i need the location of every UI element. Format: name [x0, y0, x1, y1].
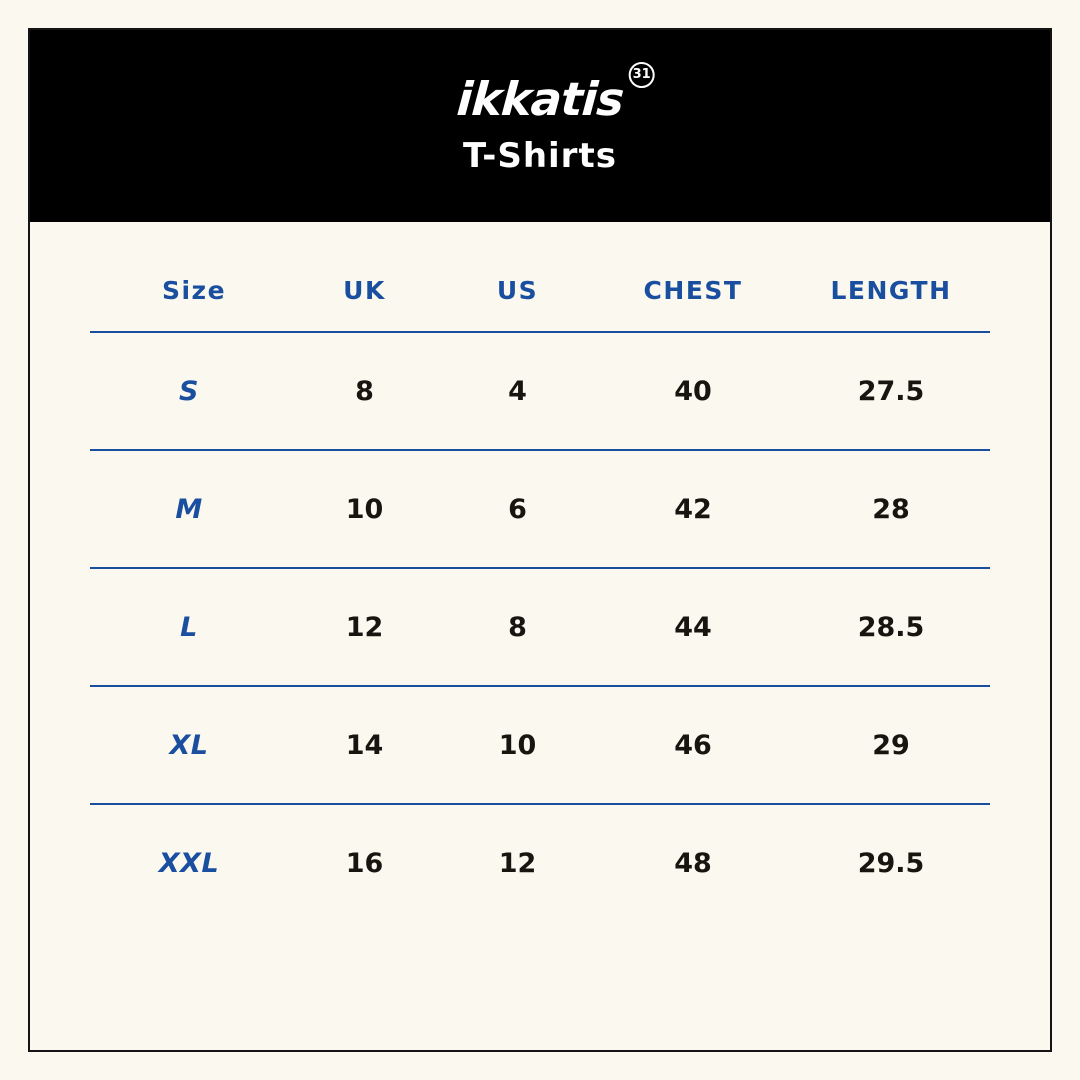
cell-us: 8: [441, 568, 594, 686]
column-header-length: LENGTH: [830, 276, 952, 305]
cell-size: M: [90, 450, 288, 568]
table-header: [90, 262, 990, 332]
cell-chest: 44: [594, 568, 792, 686]
cell-size: L: [90, 568, 288, 686]
chart-frame: [28, 28, 1052, 1052]
column-header-size: Size: [161, 276, 227, 305]
cell-uk: 14: [288, 686, 441, 804]
cell-size: XL: [90, 686, 288, 804]
size-table: [90, 262, 990, 922]
cell-length: 29.5: [792, 804, 990, 922]
cell-length: 27.5: [792, 332, 990, 450]
header-banner: [30, 30, 1050, 222]
cell-us: 6: [441, 450, 594, 568]
brand-logo: [455, 67, 651, 126]
table-row: [90, 804, 990, 922]
cell-chest: 42: [594, 450, 792, 568]
cell-chest: 48: [594, 804, 792, 922]
cell-chest: 40: [594, 332, 792, 450]
page-title: T-Shirts: [463, 136, 617, 176]
cell-uk: 12: [288, 568, 441, 686]
cell-size: XXL: [90, 804, 288, 922]
cell-length: 28.5: [792, 568, 990, 686]
brand-badge: 31: [629, 62, 655, 88]
table-row: [90, 450, 990, 568]
column-header-uk: UK: [343, 276, 386, 305]
cell-chest: 46: [594, 686, 792, 804]
table-body: [90, 332, 990, 922]
table-row: [90, 686, 990, 804]
cell-uk: 8: [288, 332, 441, 450]
cell-size: S: [90, 332, 288, 450]
size-table-container: [30, 222, 1050, 922]
table-row: [90, 332, 990, 450]
cell-length: 29: [792, 686, 990, 804]
table-header-row: [90, 262, 990, 332]
cell-uk: 10: [288, 450, 441, 568]
cell-us: 10: [441, 686, 594, 804]
column-header-us: US: [496, 276, 539, 305]
table-row: [90, 568, 990, 686]
cell-us: 12: [441, 804, 594, 922]
brand-name: ikkatis: [455, 72, 625, 126]
column-header-chest: CHEST: [643, 276, 743, 305]
cell-uk: 16: [288, 804, 441, 922]
cell-us: 4: [441, 332, 594, 450]
cell-length: 28: [792, 450, 990, 568]
